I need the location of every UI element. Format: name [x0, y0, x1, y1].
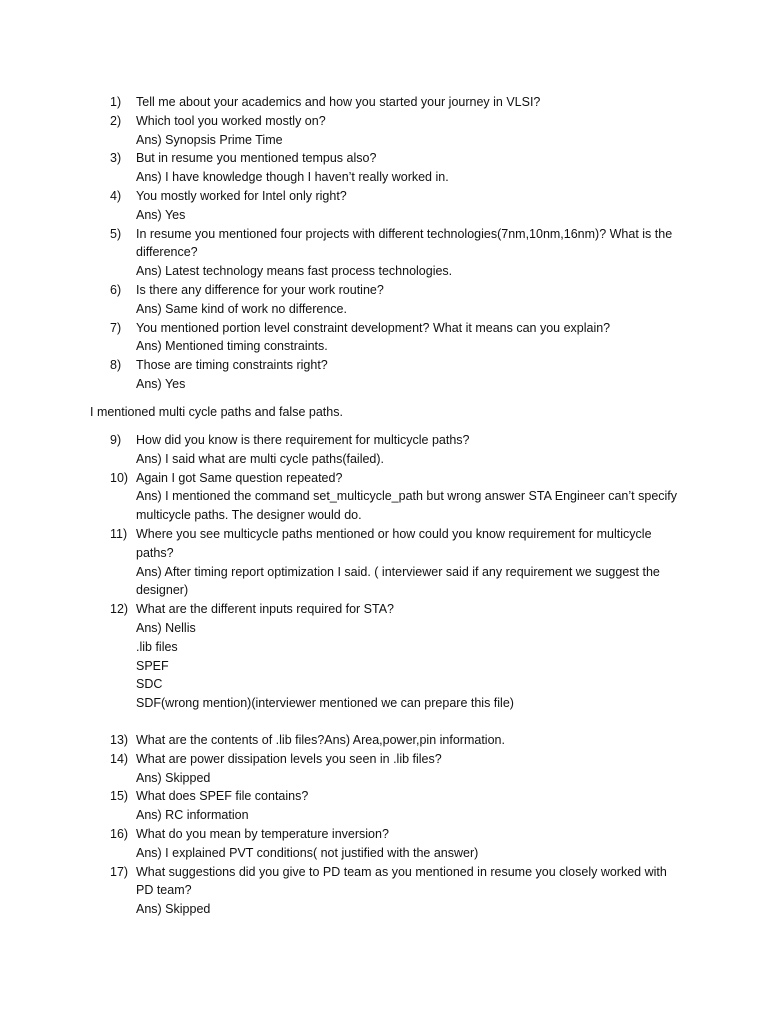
item-number: 6) — [110, 282, 122, 297]
question-text: Where you see multicycle paths mentioned or how could you know requirement for multicycle paths? — [136, 526, 652, 560]
question-list-2 — [0, 431, 768, 713]
input-file-item: SPEF — [136, 658, 169, 673]
question-text: What are the different inputs required for STA? — [136, 602, 395, 617]
item-number: 10) — [110, 470, 129, 485]
item-number: 1) — [110, 95, 122, 109]
list-item — [0, 112, 768, 150]
answer-text: Ans) I mentioned the command set_multicycle_path but wrong answer STA Engineer can’t specify multicycle paths. The designer would do. — [136, 489, 678, 523]
answer-text: Ans) Yes — [136, 207, 186, 222]
question-text: What are power dissipation levels you seen in .lib files? — [136, 751, 442, 766]
answer-text: Ans) Yes — [136, 376, 186, 391]
answer-text: Ans) I said what are multi cycle paths(failed). — [136, 451, 385, 466]
item-number: 3) — [110, 151, 122, 166]
list-item — [0, 787, 768, 825]
item-number: 11) — [110, 526, 128, 541]
list-item — [0, 469, 768, 525]
answer-text: Ans) Skipped — [136, 902, 211, 917]
list-item — [0, 750, 768, 788]
answer-text: Ans) Synopsis Prime Time — [136, 132, 283, 147]
list-item — [0, 863, 768, 919]
question-text: Those are timing constraints right? — [136, 358, 328, 373]
item-number: 14) — [110, 751, 129, 766]
question-text: Tell me about your academics and how you started your journey in VLSI? — [136, 95, 541, 109]
question-text: You mentioned portion level constraint development? What it means can you explain? — [136, 320, 611, 335]
answer-text: Ans) Latest technology means fast process technologies. — [136, 264, 453, 279]
item-number: 9) — [110, 433, 122, 447]
list-item — [0, 825, 768, 863]
list-item — [0, 525, 768, 600]
question-text: What suggestions did you give to PD team as you mentioned in resume you closely worked with PD team? — [136, 864, 667, 898]
item-number: 16) — [110, 826, 129, 841]
question-text: You mostly worked for Intel only right? — [136, 188, 347, 203]
question-text: What do you mean by temperature inversion? — [136, 826, 389, 841]
list-item — [0, 93, 768, 112]
question-text: In resume you mentioned four projects with different technologies(7nm,10nm,16nm)? What is the difference? — [136, 226, 673, 260]
answer-text: Ans) Mentioned timing constraints. — [136, 339, 328, 354]
list-item — [0, 356, 768, 394]
item-number: 2) — [110, 113, 122, 128]
question-list-3 — [0, 731, 768, 919]
answer-text: Ans) Nellis — [136, 620, 196, 635]
list-item — [0, 187, 768, 225]
question-text: Which tool you worked mostly on? — [136, 113, 326, 128]
item-number: 4) — [110, 188, 122, 203]
list-item — [0, 600, 768, 713]
question-text: What does SPEF file contains? — [136, 789, 309, 804]
question-text: But in resume you mentioned tempus also? — [136, 151, 377, 166]
question-text: Again I got Same question repeated? — [136, 470, 343, 485]
item-number: 15) — [110, 789, 129, 804]
item-number: 12) — [110, 602, 129, 617]
question-text: Is there any difference for your work routine? — [136, 282, 384, 297]
input-file-item: .lib files — [136, 639, 178, 654]
item-number: 17) — [110, 864, 129, 879]
answer-text: Ans) I explained PVT conditions( not justified with the answer) — [136, 845, 479, 860]
item-number: 13) — [110, 733, 129, 747]
item-number: 8) — [110, 358, 122, 373]
list-item — [0, 319, 768, 357]
body-paragraph: I mentioned multi cycle paths and false paths. — [90, 405, 343, 419]
item-number: 5) — [110, 226, 122, 241]
answer-text: Ans) RC information — [136, 808, 249, 823]
answer-text: Ans) I have knowledge though I haven’t really worked in. — [136, 170, 449, 185]
answer-text: Ans) Same kind of work no difference. — [136, 301, 347, 316]
input-file-item: SDC — [136, 677, 163, 692]
answer-text: Ans) After timing report optimization I said. ( interviewer said if any requirement we suggest the designer) — [136, 564, 660, 598]
question-text: What are the contents of .lib files?Ans) Area,power,pin information. — [136, 733, 505, 747]
question-list-1 — [0, 93, 768, 394]
list-item — [0, 225, 768, 281]
list-item — [0, 731, 768, 750]
list-item — [0, 281, 768, 319]
list-item — [0, 149, 768, 187]
answer-text: Ans) Skipped — [136, 770, 211, 785]
input-file-item: SDF(wrong mention)(interviewer mentioned we can prepare this file) — [136, 696, 514, 711]
list-item — [0, 431, 768, 469]
item-number: 7) — [110, 320, 122, 335]
question-text: How did you know is there requirement for multicycle paths? — [136, 433, 470, 447]
